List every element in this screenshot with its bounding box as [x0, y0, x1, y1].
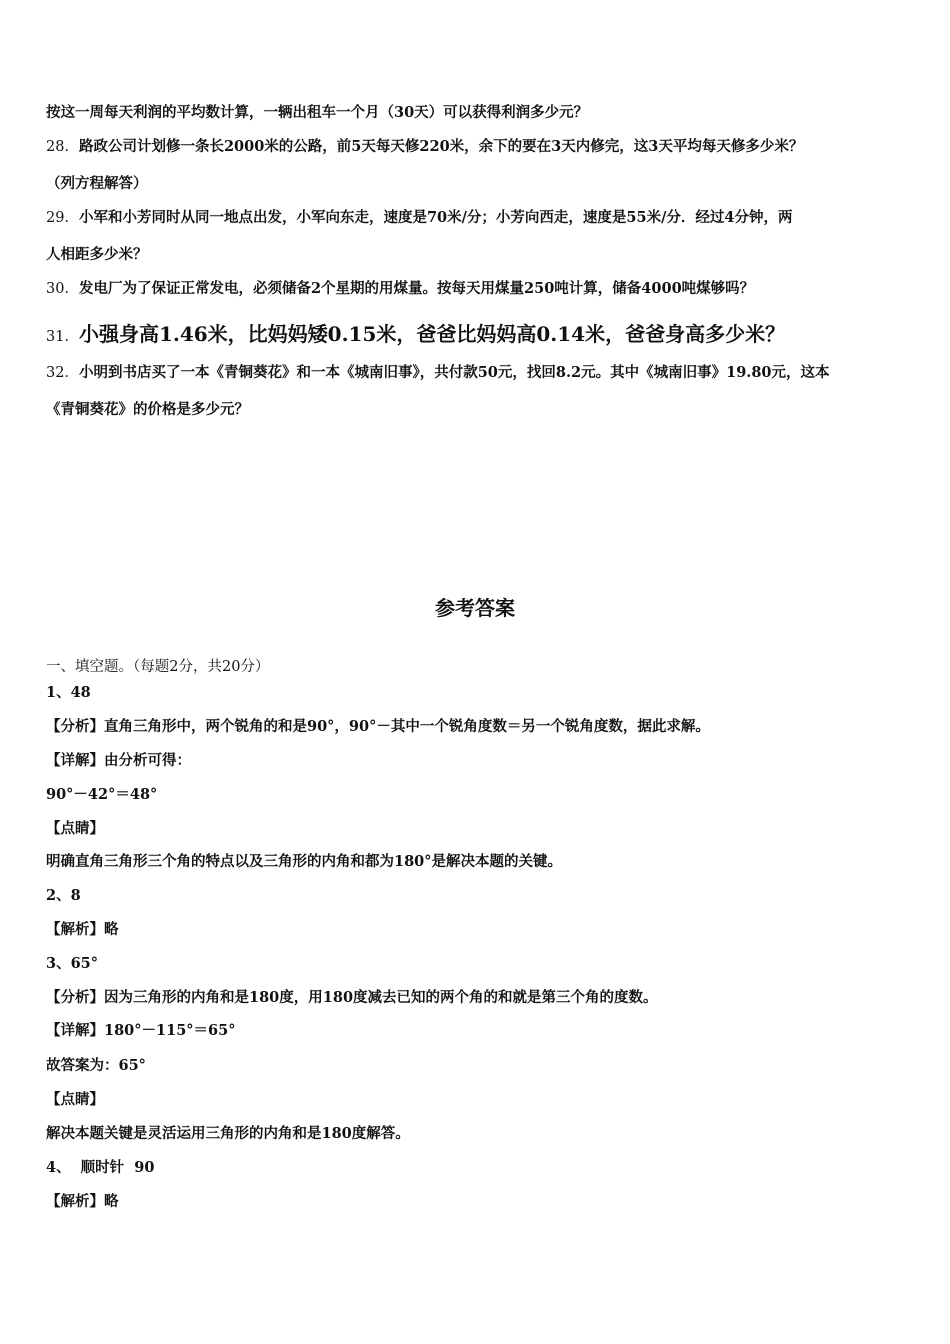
answer-1-detail: 【详解】由分析可得：	[46, 752, 191, 769]
question-32-line2: 《青铜葵花》的价格是多少元？	[46, 401, 249, 418]
answer-4-analysis: 【解析】略	[46, 1193, 119, 1210]
answer-2-analysis: 【解析】略	[46, 921, 119, 938]
answer-3-comment-label: 【点睛】	[46, 1091, 104, 1108]
question-number: 32．	[46, 365, 79, 381]
question-number: 30．	[46, 281, 79, 297]
question-31	[46, 320, 785, 351]
section-heading: 一、填空题。（每题2分，共20分）	[46, 659, 270, 675]
answer-3-answer: 故答案为：65°	[46, 1057, 146, 1074]
answer-1: 1、48	[46, 684, 91, 701]
answer-1-calc: 90°－42°＝48°	[46, 786, 158, 803]
question-28	[46, 137, 803, 157]
answer-3-detail: 【详解】180°－115°＝65°	[46, 1022, 236, 1039]
answer-1-analysis: 【分析】直角三角形中，两个锐角的和是90°，90°－其中一个锐角度数＝另一个锐角度数，据此求解。	[46, 718, 710, 735]
answer-4: 4、 顺时针 90	[46, 1159, 155, 1176]
question-27-continued: 按这一周每天利润的平均数计算，一辆出租车一个月（30天）可以获得利润多少元？	[46, 104, 589, 121]
question-30	[46, 279, 754, 299]
question-text: 小军和小芳同时从同一地点出发，小军向东走，速度是70米/分；小芳向西走，速度是55米/分．经过4分钟，两	[78, 209, 793, 226]
question-text: 路政公司计划修一条长2000米的公路，前5天每天修220米，余下的要在3天内修完，这3天平均每天修多少米？	[78, 138, 804, 155]
answer-1-comment: 明确直角三角形三个角的特点以及三角形的内角和都为180°是解决本题的关键。	[46, 853, 563, 870]
question-text: 发电厂为了保证正常发电，必须储备2个星期的用煤量。按每天用煤量250吨计算，储备4000吨煤够吗？	[78, 280, 755, 297]
question-29	[46, 208, 793, 228]
answer-3: 3、65°	[46, 955, 99, 972]
answer-3-analysis: 【分析】因为三角形的内角和是180度，用180度减去已知的两个角的和就是第三个角的度数。	[46, 989, 658, 1006]
question-number: 31．	[46, 329, 79, 345]
question-number: 29．	[46, 210, 79, 226]
answer-2: 2、8	[46, 887, 81, 904]
question-number: 28．	[46, 139, 79, 155]
question-32	[46, 363, 830, 383]
answers-title: 参考答案	[435, 596, 515, 620]
answer-3-comment: 解决本题关键是灵活运用三角形的内角和是180度解答。	[46, 1125, 410, 1142]
question-28-line2: （列方程解答）	[46, 175, 148, 192]
question-text: 小明到书店买了一本《青铜葵花》和一本《城南旧事》，共付款50元，找回8.2元。其中《城南旧事》19.80元，这本	[78, 364, 830, 381]
answer-1-comment-label: 【点睛】	[46, 820, 104, 837]
question-29-line2: 人相距多少米？	[46, 246, 148, 263]
question-text: 小强身高1.46米，比妈妈矮0.15米，爸爸比妈妈高0.14米，爸爸身高多少米？	[78, 322, 786, 346]
